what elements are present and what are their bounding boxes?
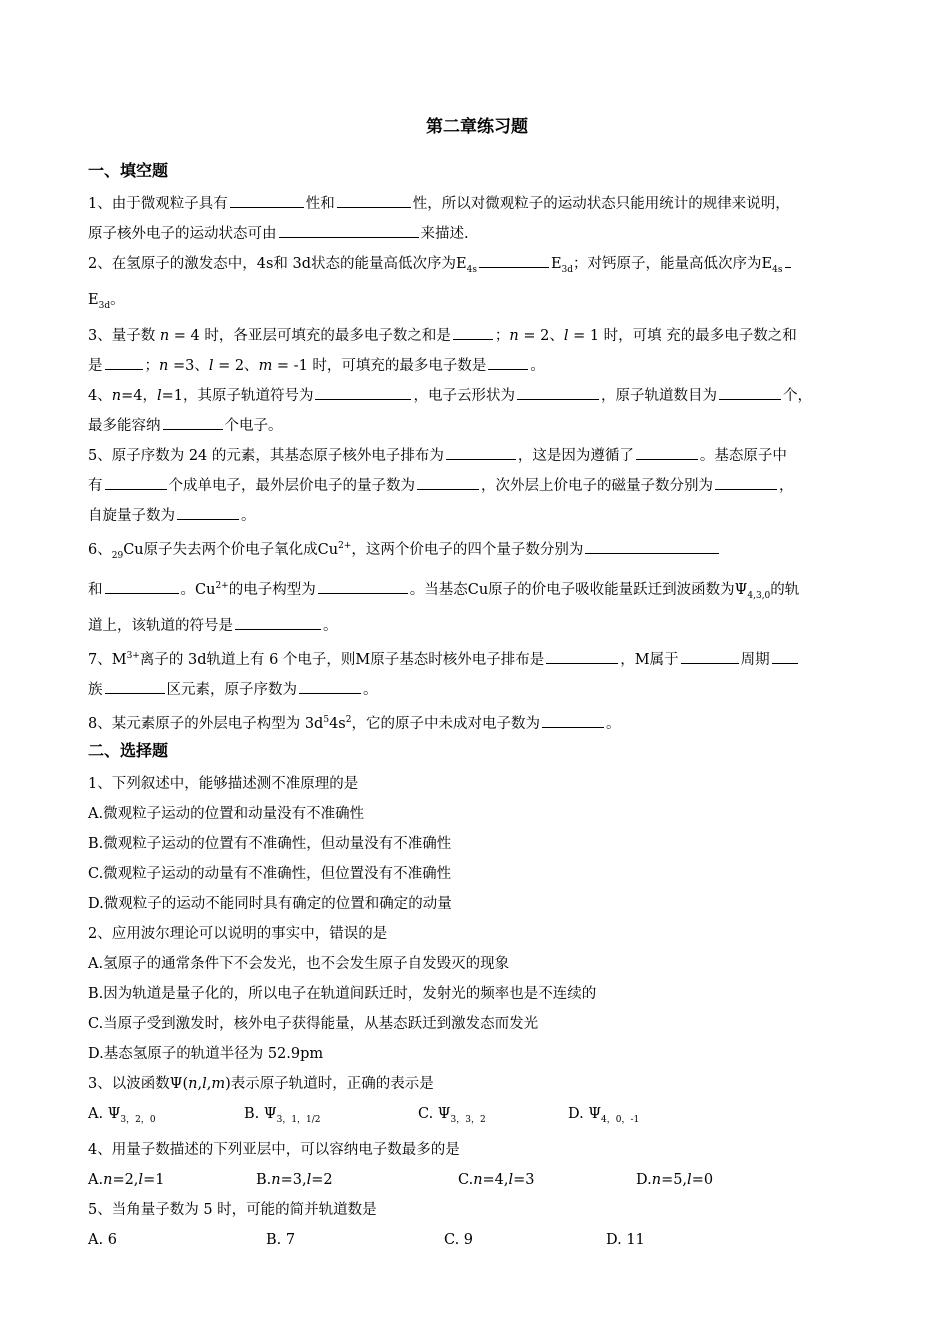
option-a[interactable]: A. $\Psi_{3,2,0}$ <box>88 1106 156 1125</box>
option-c[interactable]: C. $\Psi_{3,3,2}$ <box>418 1106 486 1125</box>
answer-blank[interactable] <box>417 474 479 490</box>
option-b[interactable]: B.微观粒子运动的位置有不准确性，但动量没有不准确性 <box>88 836 452 852</box>
answer-blank[interactable] <box>177 504 239 520</box>
fill-question-3: 3、量子数 n = 4 时，各亚层可填充的最多电子数之和是 ；n = 2、l = 1 时，可填 充的最多电子数之和 是 ；n =3、l = 2、m = -1 时，可填充的最多电子数是 。 <box>88 321 866 381</box>
option-a[interactable]: A.n=2,l=1 <box>88 1172 165 1188</box>
answer-blank[interactable] <box>681 648 739 664</box>
option-a[interactable]: A.微观粒子运动的位置和动量没有不准确性 <box>88 806 365 822</box>
option-d[interactable]: D.基态氢原子的轨道半径为 52.9pm <box>88 1046 324 1062</box>
answer-blank[interactable] <box>105 678 165 694</box>
choice-question-1: 1、下列叙述中，能够描述测不准原理的是 A.微观粒子运动的位置和动量没有不准确性 B.微观粒子运动的位置有不准确性，但动量没有不准确性 C.微观粒子运动的动量有不准确性，但位置没有不准确性 D.微观粒子的运动不能同时具有确定的位置和确定的动量 <box>88 769 866 919</box>
answer-blank[interactable] <box>163 414 223 430</box>
section-choice-heading: 二、选择题 <box>88 741 169 760</box>
answer-blank[interactable] <box>636 444 698 460</box>
option-d[interactable]: D. $\Psi_{4,0,-1}$ <box>568 1106 640 1125</box>
choice-question-2: 2、应用波尔理论可以说明的事实中，错误的是 A.氢原子的通常条件下不会发光，也不会发生原子自发毁灭的现象 B.因为轨道是量子化的，所以电子在轨道间跃迁时，发射光的频率也是不连续的 C.当原子受到激发时，核外电子获得能量，从基态跃迁到激发态而发光 D.基态氢原子的轨道半径为 52.9pm <box>88 919 866 1069</box>
option-c[interactable]: C. 9 <box>444 1232 474 1248</box>
answer-blank[interactable] <box>715 474 777 490</box>
answer-blank[interactable] <box>488 354 528 370</box>
answer-blank[interactable] <box>299 678 361 694</box>
option-b[interactable]: B.n=3,l=2 <box>256 1172 333 1188</box>
answer-blank[interactable] <box>517 384 599 400</box>
answer-blank[interactable] <box>337 192 411 208</box>
section-fill-in-heading: 一、填空题 <box>88 161 169 180</box>
option-a[interactable]: A.氢原子的通常条件下不会发光，也不会发生原子自发毁灭的现象 <box>88 956 510 972</box>
answer-blank[interactable] <box>772 648 798 664</box>
option-d[interactable]: D.n=5,l=0 <box>636 1172 714 1188</box>
choice-question-4: 4、用量子数描述的下列亚层中，可以容纳电子数最多的是 A.n=2,l=1 B.n=3,l=2 C.n=4,l=3 D.n=5,l=0 <box>88 1135 866 1195</box>
answer-blank[interactable] <box>585 538 719 554</box>
answer-blank[interactable] <box>546 648 618 664</box>
fill-question-2: 2、在氢原子的激发态中，4s和 3d状态的能量高低次序为$E_{4s}$ $E_{3d}$；对钙原子，能量高低次序为$E_{4s}$ $E_{3d}$。 <box>88 249 866 321</box>
answer-blank[interactable] <box>315 384 411 400</box>
answer-blank[interactable] <box>105 354 143 370</box>
option-d[interactable]: D.微观粒子的运动不能同时具有确定的位置和确定的动量 <box>88 896 452 912</box>
fill-question-1: 1、由于微观粒子具有 性和 性，所以对微观粒子的运动状态只能用统计的规律来说明， 原子核外电子的运动状态可由 来描述. <box>88 189 866 249</box>
worksheet-page <box>88 112 866 1255</box>
option-b[interactable]: B. 7 <box>266 1232 296 1248</box>
answer-blank[interactable] <box>453 324 493 340</box>
answer-blank[interactable] <box>719 384 781 400</box>
option-b[interactable]: B.因为轨道是量子化的，所以电子在轨道间跃迁时，发射光的频率也是不连续的 <box>88 986 597 1002</box>
option-c[interactable]: C.n=4,l=3 <box>458 1172 535 1188</box>
answer-blank[interactable] <box>235 614 321 630</box>
option-b[interactable]: B. $\Psi_{3,1,1/2}$ <box>244 1106 321 1125</box>
fill-question-6: 6、$_{29}$Cu原子失去两个价电子氧化成$Cu^{2+}$，这两个价电子的四个量子数分别为 和 。$Cu^{2+}$的电子构型为 。当基态Cu原子的价电子吸收能量跃迁到波函数为$\Psi_{4,3,0}$的轨 道上，该轨道的符号是 。 <box>88 531 866 641</box>
answer-blank[interactable] <box>230 192 304 208</box>
choice-question-5: 5、当角量子数为 5 时，可能的简并轨道数是 A. 6 B. 7 C. 9 D. 11 <box>88 1195 866 1255</box>
choice-question-3: 3、以波函数Ψ(n,l,m)表示原子轨道时，正确的表示是 A. $\Psi_{3,2,0}$ B. $\Psi_{3,1,1/2}$ C. $\Psi_{3,3,2}$ D. $\Psi_{4,0,-1}$ <box>88 1069 866 1135</box>
answer-blank[interactable] <box>105 474 167 490</box>
options-row <box>88 1165 866 1195</box>
option-c[interactable]: C.微观粒子运动的动量有不准确性，但位置没有不准确性 <box>88 866 452 882</box>
answer-blank[interactable] <box>479 252 549 268</box>
options-row <box>88 1225 866 1255</box>
fill-question-8: 8、某元素原子的外层电子构型为 $3d^54s^2$，它的原子中未成对电子数为 。 <box>88 705 866 739</box>
fill-question-4: 4、n=4，l=1，其原子轨道符号为 ，电子云形状为 ，原子轨道数目为 个， 最多能容纳 个电子。 <box>88 381 866 441</box>
fill-question-7: 7、$M^{3+}$离子的 3d轨道上有 6 个电子，则M原子基态时核外电子排布是 ，M属于 周期 族 区元素，原子序数为 。 <box>88 641 866 705</box>
option-a[interactable]: A. 6 <box>88 1232 117 1248</box>
options-row <box>88 1099 866 1135</box>
page-title: 第二章练习题 <box>426 117 528 137</box>
answer-blank[interactable] <box>279 222 419 238</box>
answer-blank[interactable] <box>318 578 408 594</box>
option-d[interactable]: D. 11 <box>606 1232 645 1248</box>
answer-blank[interactable] <box>105 578 179 594</box>
answer-blank[interactable] <box>446 444 516 460</box>
answer-blank[interactable] <box>542 712 604 728</box>
fill-question-5: 5、原子序数为 24 的元素，其基态原子核外电子排布为 ，这是因为遵循了 。基态原子中 有 个成单电子，最外层价电子的量子数为 ，次外层上价电子的磁量子数分别为 ， 自旋量子数为 。 <box>88 441 866 531</box>
option-c[interactable]: C.当原子受到激发时，核外电子获得能量，从基态跃迁到激发态而发光 <box>88 1016 539 1032</box>
answer-blank[interactable] <box>785 252 791 268</box>
